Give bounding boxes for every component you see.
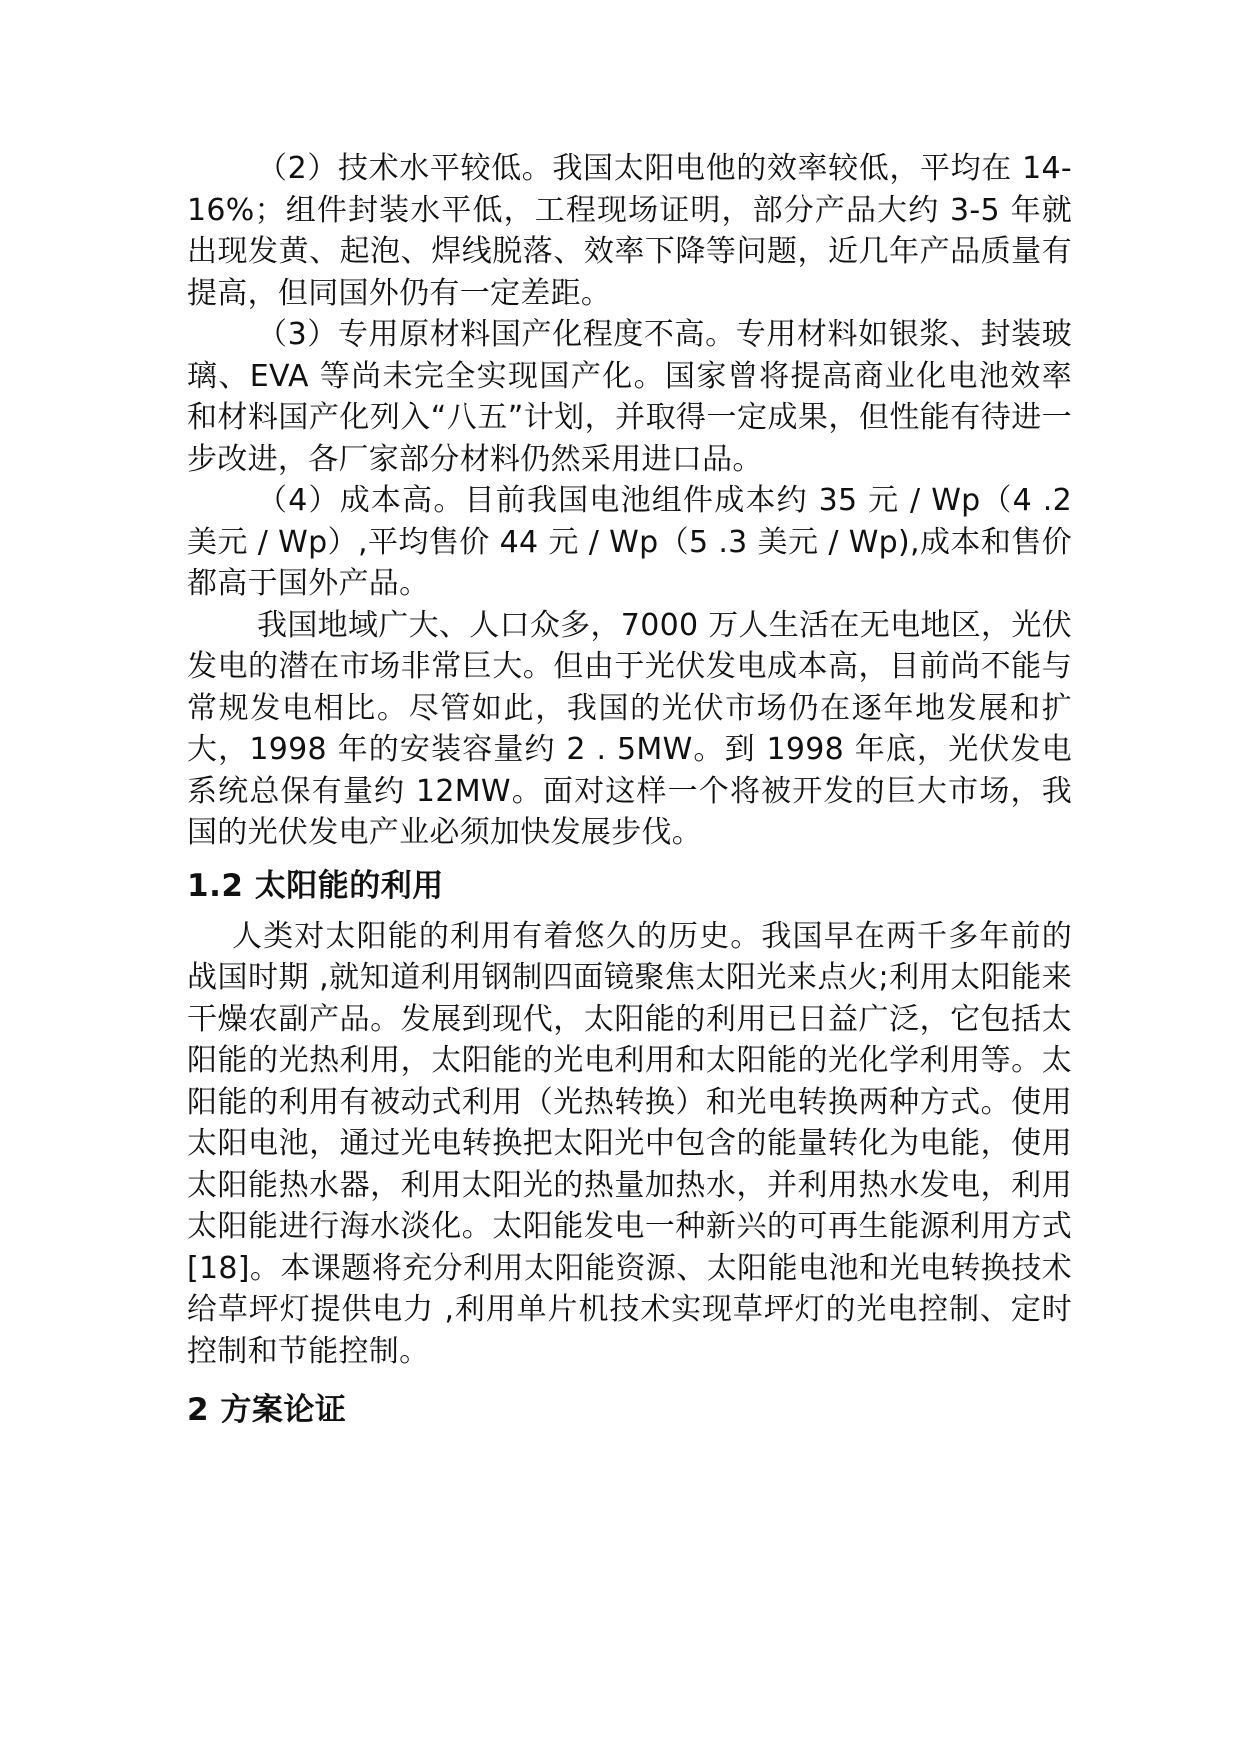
document-page (187, 148, 1072, 1440)
paragraph-materials: （3）专用原材料国产化程度不高。专用材料如银浆、封装玻璃、EVA 等尚未完全实现国产化。国家曾将提高商业化电池效率和材料国产化列入“八五”计划，并取得一定成果，但性能有待进一步改进，各厂家部分材料仍然采用进口品。 (187, 317, 1072, 477)
paragraph-market: 我国地域广大、人口众多，7000 万人生活在无电地区，光伏发电的潜在市场非常巨大。但由于光伏发电成本高，目前尚不能与常规发电相比。尽管如此，我国的光伏市场仍在逐年地发展和扩大，1998 年的安装容量约 2 . 5MW。到 1998 年底，光伏发电系统总保有量约 12MW。面对这样一个将被开发的巨大市场，我国的光伏发电产业必须加快发展步伐。 (187, 607, 1072, 850)
section-heading-1-2: 1.2 太阳能的利用 (187, 867, 444, 904)
paragraph-solar-utilization: 人类对太阳能的利用有着悠久的历史。我国早在两千多年前的战国时期 ,就知道利用钢制四面镜聚焦太阳光来点火;利用太阳能来干燥农副产品。发展到现代，太阳能的利用已日益广泛，它包括太阳能的光热利用，太阳能的光电利用和太阳能的光化学利用等。太阳能的利用有被动式利用（光热转换）和光电转换两种方式。使用太阳电池，通过光电转换把太阳光中包含的能量转化为电能，使用太阳能热水器，利用太阳光的热量加热水，并利用热水发电，利用太阳能进行海水淡化。太阳能发电一种新兴的可再生能源利用方式[18]。本课题将充分利用太阳能资源、太阳能电池和光电转换技术给草坪灯提供电力 ,利用单片机技术实现草坪灯的光电控制、定时控制和节能控制。 (187, 918, 1072, 1369)
section-heading-2: 2 方案论证 (187, 1392, 347, 1428)
paragraph-tech-level: （2）技术水平较低。我国太阳电他的效率较低，平均在 14-16%；组件封装水平低，工程现场证明，部分产品大约 3-5 年就出现发黄、起泡、焊线脱落、效率下降等问题，近几年产品质量有提高，但同国外仍有一定差距。 (187, 151, 1072, 311)
paragraph-cost: （4）成本高。目前我国电池组件成本约 35 元 / Wp（4 .2 美元 / Wp）,平均售价 44 元 / Wp（5 .3 美元 / Wp),成本和售价都高于国外产品。 (187, 483, 1072, 601)
